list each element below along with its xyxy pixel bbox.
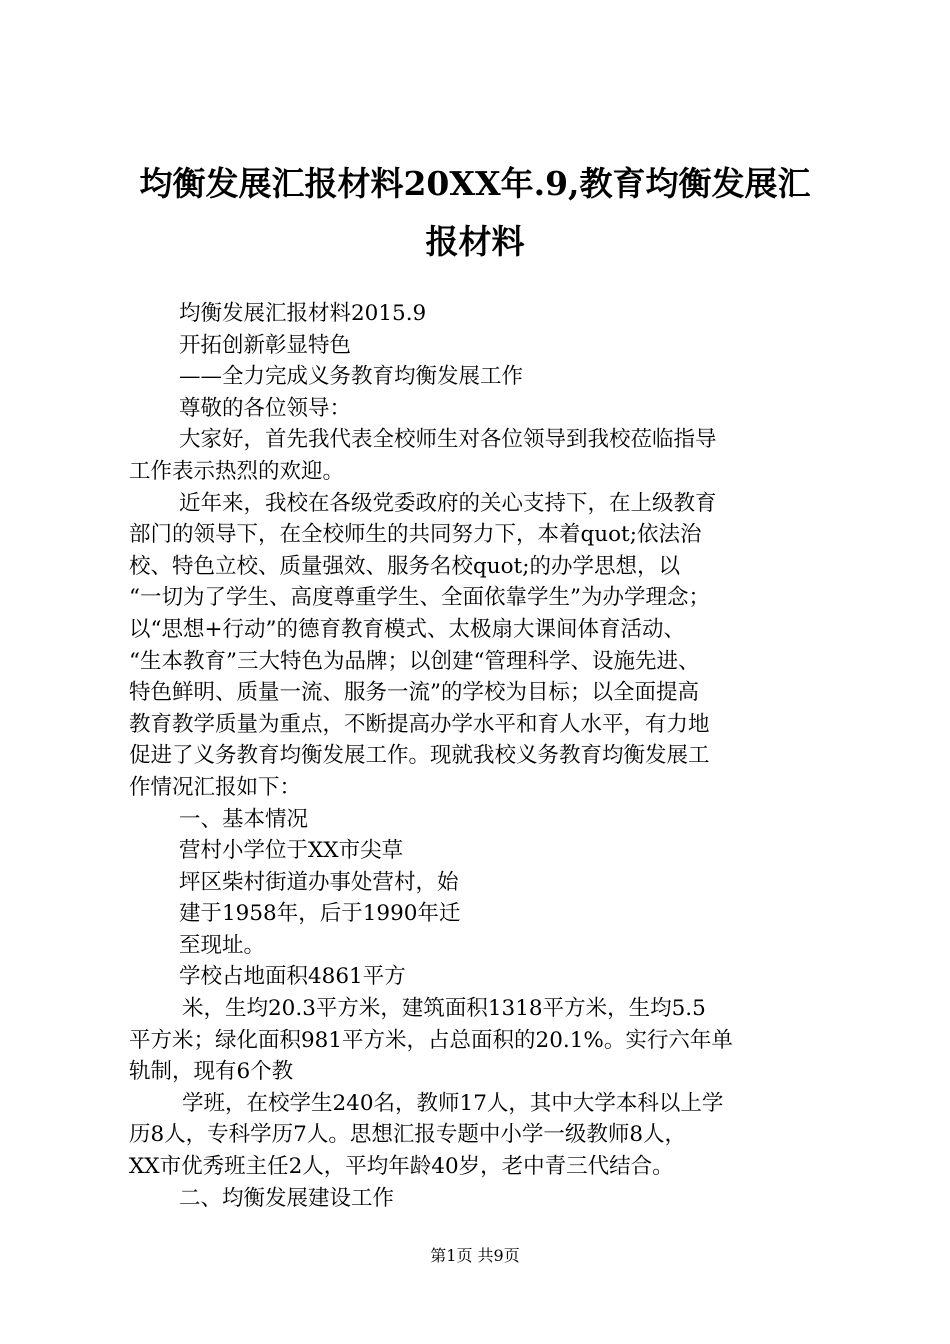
- body-line: 学校占地面积4861平方: [179, 964, 406, 990]
- body-line: 轨制，现有6个教: [129, 1059, 294, 1085]
- body-line: 坪区柴村街道办事处营村，始: [179, 869, 459, 895]
- body-line: 校、特色立校、质量强效、服务名校quot;的办学思想，以: [129, 553, 680, 579]
- body-line: 历8人，专科学历7人。思想汇报专题中小学一级教师8人，: [129, 1122, 687, 1148]
- document-body: [129, 298, 834, 1214]
- body-line: “一切为了学生、高度尊重学生、全面依靠学生”为办学理念；: [129, 585, 710, 611]
- body-line: 大家好，首先我代表全校师生对各位领导到我校莅临指导: [179, 427, 717, 453]
- document-title-line-1: 均衡发展汇报材料20XX年.9,教育均衡发展汇: [139, 164, 811, 203]
- body-line: 特色鲜明、质量一流、服务一流”的学校为目标；以全面提高: [129, 680, 699, 706]
- body-line: 促进了义务教育均衡发展工作。现就我校义务教育均衡发展工: [129, 743, 710, 769]
- body-line: 建于1958年，后于1990年迁: [179, 901, 461, 927]
- body-line: 以“思想+行动”的德育教育模式、太极扇大课间体育活动、: [129, 616, 686, 642]
- body-line: 教育教学质量为重点，不断提高办学水平和育人水平，有力地: [129, 711, 710, 737]
- section-heading: 一、基本情况: [179, 806, 309, 832]
- body-line: 工作表示热烈的欢迎。: [129, 458, 345, 484]
- document-title-line-2: 报材料: [425, 222, 525, 261]
- body-line: 米，生均20.3平方米，建筑面积1318平方米，生均5.5: [182, 996, 706, 1022]
- body-line: ——全力完成义务教育均衡发展工作: [179, 364, 524, 390]
- section-heading: 二、均衡发展建设工作: [179, 1185, 395, 1211]
- body-line: 近年来，我校在各级党委政府的关心支持下，在上级教育: [179, 490, 717, 516]
- body-line: 开拓创新彰显特色: [179, 332, 352, 358]
- body-line: 部门的领导下，在全校师生的共同努力下，本着quot;依法治: [129, 522, 702, 548]
- body-line: XX市优秀班主任2人，平均年龄40岁，老中青三代结合。: [129, 1154, 674, 1180]
- body-line: 尊敬的各位领导：: [179, 395, 352, 421]
- body-line: “生本教育”三大特色为品牌；以创建“管理科学、设施先进、: [129, 648, 700, 674]
- body-line: 营村小学位于XX市尖草: [179, 838, 404, 864]
- body-line: 平方米；绿化面积981平方米，占总面积的20.1%。实行六年单: [129, 1027, 733, 1053]
- body-line: 至现址。: [179, 932, 266, 958]
- body-line: 学班，在校学生240名，教师17人，其中大学本科以上学: [182, 1090, 724, 1116]
- body-line: 均衡发展汇报材料2015.9: [179, 301, 427, 326]
- page-number-footer: 第1页 共9页: [430, 1246, 520, 1265]
- body-line: 作情况汇报如下：: [129, 774, 302, 800]
